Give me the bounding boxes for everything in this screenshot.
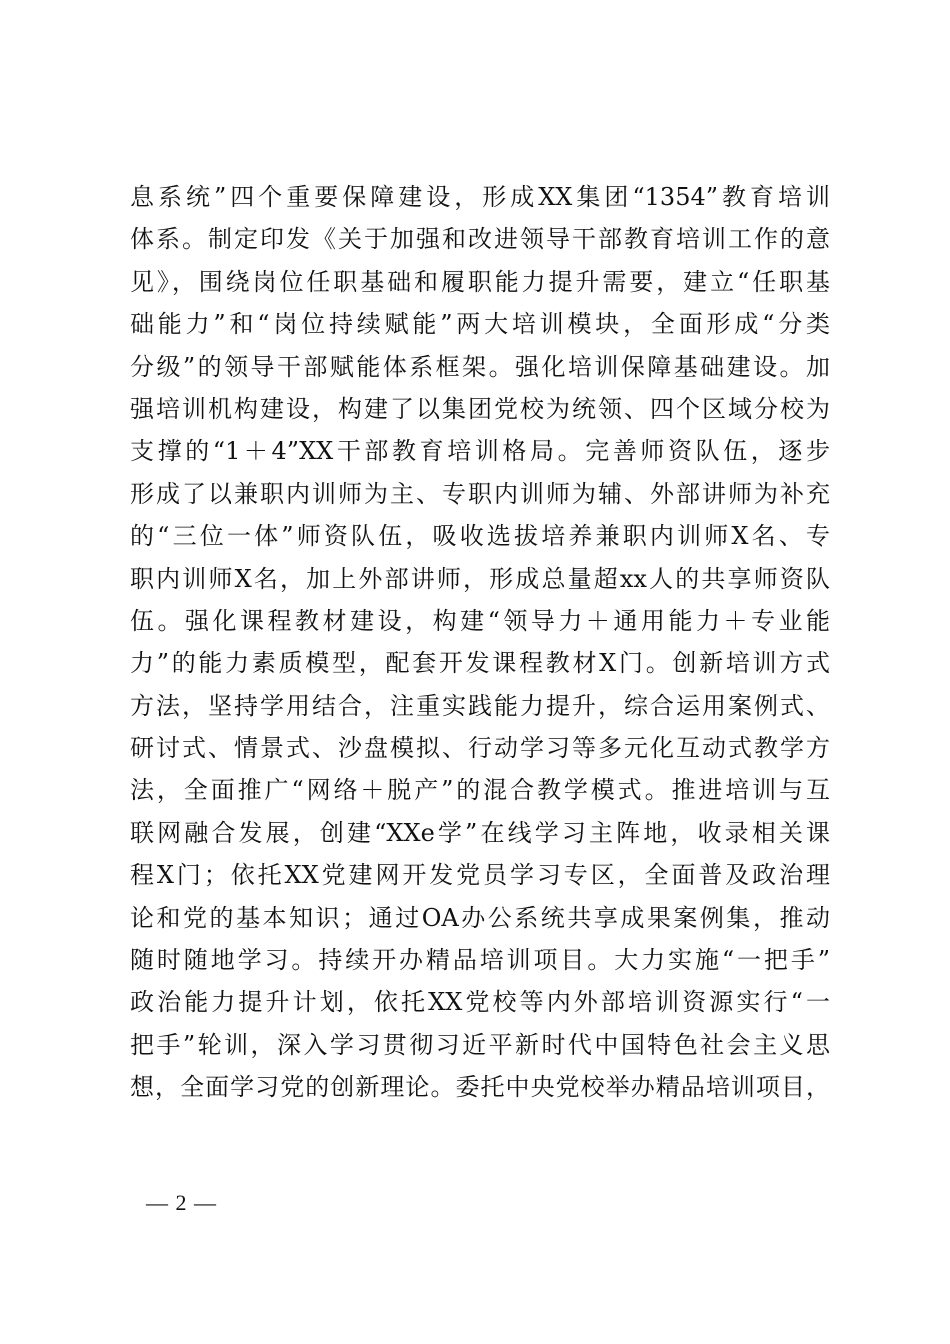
text-line: 把手”轮训，深入学习贯彻习近平新时代中国特色社会主义思 <box>130 1030 830 1059</box>
body-text <box>130 176 830 1109</box>
text-line: 伍。强化课程教材建设，构建“领导力＋通用能力＋专业能 <box>130 606 830 635</box>
text-line: 程X门；依托XX党建网开发党员学习专区，全面普及政治理 <box>130 861 830 890</box>
text-line: 息系统”四个重要保障建设，形成XX集团“1354”教育培训 <box>130 183 830 211</box>
text-line: 支撑的“1＋4”XX干部教育培训格局。完善师资队伍，逐步 <box>130 437 830 466</box>
text-line: 分级”的领导干部赋能体系框架。强化培训保障基础建设。加 <box>130 352 830 381</box>
text-line: 随时随地学习。持续开办精品培训项目。大力实施“一把手” <box>130 946 830 975</box>
text-line: 方法，坚持学用结合，注重实践能力提升，综合运用案例式、 <box>130 691 830 720</box>
text-line: 法，全面推广“网络＋脱产”的混合教学模式。推进培训与互 <box>130 776 830 805</box>
text-line: 政治能力提升计划，依托XX党校等内外部培训资源实行“一 <box>130 988 830 1017</box>
text-line: 想，全面学习党的创新理论。委托中央党校举办精品培训项目， <box>130 1073 830 1102</box>
text-line: 论和党的基本知识；通过OA办公系统共享成果案例集，推动 <box>130 903 830 932</box>
text-line: 体系。制定印发《关于加强和改进领导干部教育培训工作的意 <box>130 225 830 254</box>
text-line: 联网融合发展，创建“XXe学”在线学习主阵地，收录相关课 <box>130 818 830 847</box>
text-line: 力”的能力素质模型，配套开发课程教材X门。创新培训方式 <box>130 649 830 678</box>
text-line: 研讨式、情景式、沙盘模拟、行动学习等多元化互动式教学方 <box>130 734 830 763</box>
text-line: 础能力”和“岗位持续赋能”两大培训模块，全面形成“分类 <box>130 310 830 339</box>
text-line: 形成了以兼职内训师为主、专职内训师为辅、外部讲师为补充 <box>130 479 830 508</box>
page-number: — 2 — <box>146 1190 217 1215</box>
text-line: 强培训机构建设，构建了以集团党校为统领、四个区域分校为 <box>130 394 830 423</box>
text-line: 见》，围绕岗位任职基础和履职能力提升需要，建立“任职基 <box>130 267 830 296</box>
text-line: 职内训师X名，加上外部讲师，形成总量超xx人的共享师资队 <box>130 564 830 593</box>
text-line: 的“三位一体”师资队伍，吸收选拔培养兼职内训师X名、专 <box>130 522 830 551</box>
